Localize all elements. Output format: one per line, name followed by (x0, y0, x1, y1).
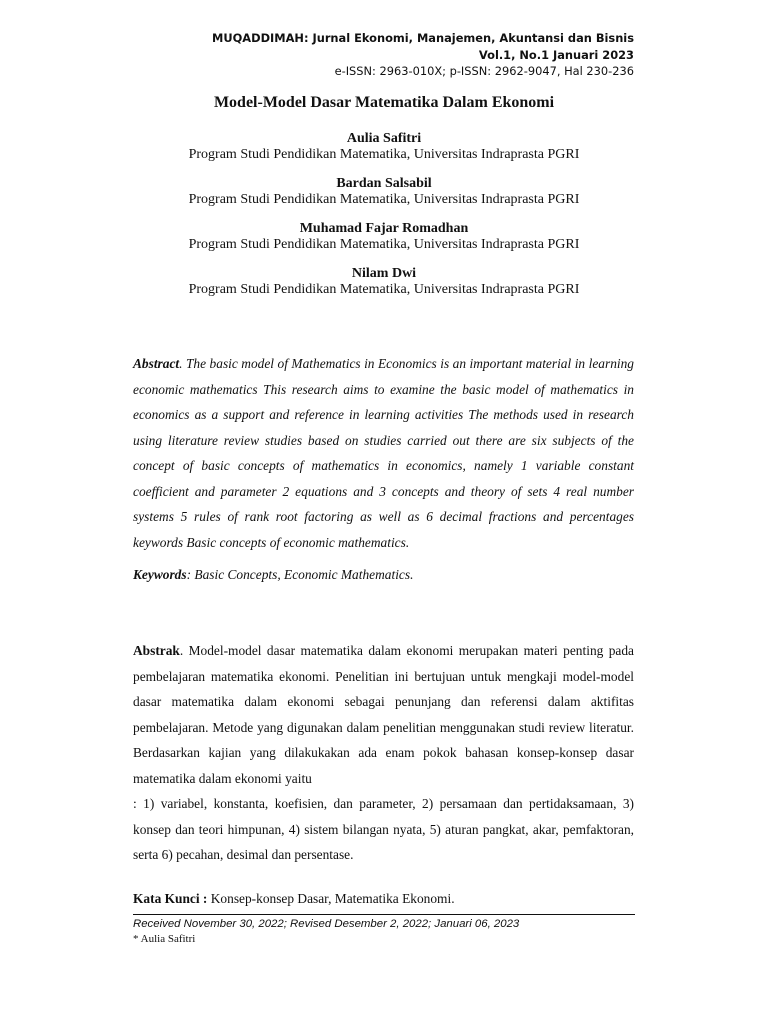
received-dates: Received November 30, 2022; Revised Desember 2, 2022; Januari 06, 2023 (133, 918, 520, 930)
journal-header (212, 30, 634, 80)
abstract-english (133, 351, 634, 555)
keywords-english-label: Keywords (133, 567, 187, 582)
corresponding-author: * Aulia Safitri (133, 933, 196, 945)
author-list (0, 131, 768, 311)
author-affiliation: Program Studi Pendidikan Matematika, Universitas Indraprasta PGRI (188, 147, 580, 162)
author-block (0, 266, 768, 298)
keywords-english (133, 567, 634, 583)
author-block (0, 131, 768, 163)
abstract-indonesian-label: Abstrak (133, 643, 180, 658)
author-name: Bardan Salsabil (336, 176, 432, 191)
author-name: Aulia Safitri (346, 131, 422, 146)
abstract-indonesian-para2: : 1) variabel, konstanta, koefisien, dan parameter, 2) persamaan dan pertidaksamaan, 3) konsep dan teori himpunan, 4) sistem bilangan nyata, 5) aturan pangkat, akar, pemfaktoran, serta 6) pecahan, desimal dan persentase. (133, 796, 634, 862)
journal-name: MUQADDIMAH: Jurnal Ekonomi, Manajemen, Akuntansi dan Bisnis (212, 31, 634, 45)
abstract-english-text: . The basic model of Mathematics in Economics is an important material in learning economic mathematics This research aims to examine the basic model of mathematics in economics as a support and reference in learning activities The methods used in research using literature review studies based on studies carried out there are six subjects of the concept of basic concepts of mathematics in economics, namely 1 variable constant coefficient and parameter 2 equations and 3 concepts and theory of sets 4 real number systems 5 rules of rank root factoring as well as 6 decimal fractions and percentages keywords Basic concepts of economic mathematics. (133, 356, 634, 550)
journal-issn: e-ISSN: 2963-010X; p-ISSN: 2962-9047, Hal 230-236 (334, 64, 634, 78)
author-block (0, 176, 768, 208)
author-name: Muhamad Fajar Romadhan (299, 221, 469, 236)
author-affiliation: Program Studi Pendidikan Matematika, Universitas Indraprasta PGRI (188, 237, 580, 252)
footnote-divider (133, 914, 635, 915)
abstract-english-label: Abstract (133, 356, 180, 371)
keywords-english-text: : Basic Concepts, Economic Mathematics. (186, 567, 414, 582)
keywords-indonesian-label: Kata Kunci : (133, 891, 208, 906)
author-name: Nilam Dwi (351, 266, 417, 281)
keywords-indonesian-text: Konsep-konsep Dasar, Matematika Ekonomi. (207, 891, 455, 906)
author-affiliation: Program Studi Pendidikan Matematika, Universitas Indraprasta PGRI (188, 282, 580, 297)
keywords-indonesian (133, 891, 634, 907)
abstract-indonesian-para1 (133, 638, 634, 791)
author-affiliation: Program Studi Pendidikan Matematika, Universitas Indraprasta PGRI (188, 192, 580, 207)
abstract-indonesian-text1: . Model-model dasar matematika dalam ekonomi merupakan materi penting pada pembelajaran matematika ekonomi. Penelitian ini bertujuan untuk mengkaji model-model dasar matematika dalam ekonomi sebagai penunjang dan referensi dalam aktifitas pembelajaran. Metode yang digunakan dalam penelitian menggunakan studi review literatur. Berdasarkan kajian yang dilakukakan ada enam pokok bahasan konsep-konsep dasar matematika dalam ekonomi yaitu (133, 643, 634, 786)
abstract-indonesian (133, 638, 634, 868)
journal-volume: Vol.1, No.1 Januari 2023 (478, 47, 634, 62)
author-block (0, 221, 768, 253)
paper-title: Model-Model Dasar Matematika Dalam Ekonomi (213, 94, 555, 111)
